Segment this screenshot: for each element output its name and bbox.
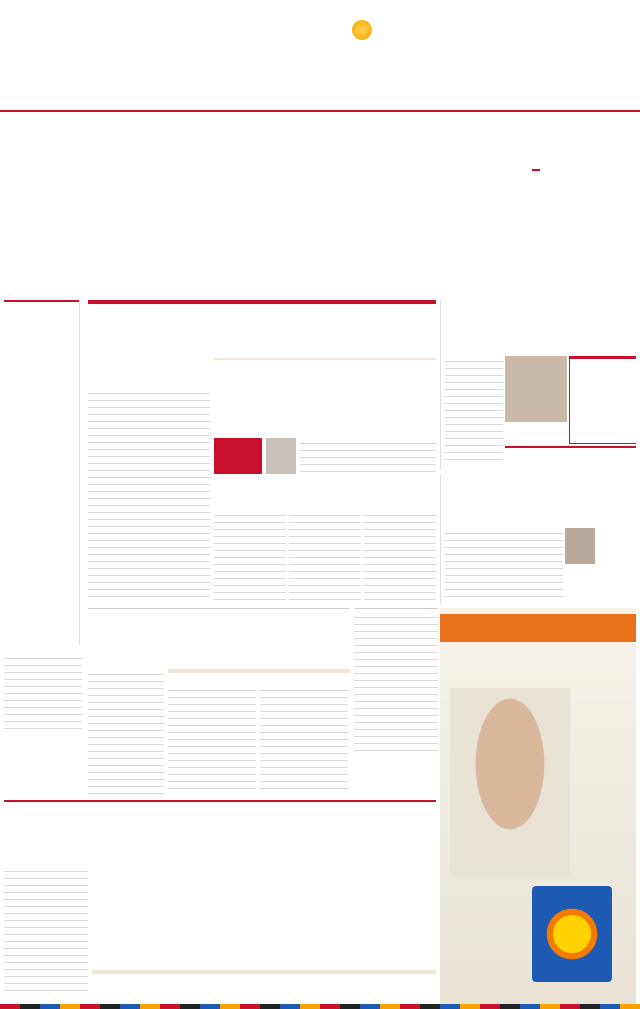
sun-icon — [352, 20, 372, 40]
world-bar-chart — [334, 161, 636, 296]
ad-brand-bar — [440, 614, 636, 642]
bottom-note — [92, 970, 436, 974]
ad-person-image — [450, 688, 570, 878]
brand-logo[interactable] — [122, 2, 352, 82]
explainer-intro — [300, 438, 436, 474]
left-column — [4, 300, 80, 645]
posts-table-box — [569, 356, 636, 444]
side-note — [4, 650, 82, 790]
rahul-body — [445, 528, 563, 602]
bollywood-kicker — [88, 300, 436, 304]
lead-story — [4, 117, 326, 297]
teacher-note — [505, 446, 636, 448]
cag-note — [168, 669, 350, 673]
tide-ad[interactable] — [440, 608, 636, 1004]
ad-pack — [532, 886, 612, 982]
masthead — [0, 0, 640, 112]
mandi-body — [354, 612, 438, 752]
cag-story — [88, 608, 350, 796]
left-column-title — [4, 300, 79, 302]
mandi-story — [354, 608, 438, 796]
special-story — [4, 800, 436, 862]
rahul-story — [440, 474, 636, 604]
footer-bar — [0, 1004, 640, 1009]
bottom-left-body — [4, 866, 88, 996]
explainer-tag — [214, 438, 262, 474]
market-box — [540, 4, 636, 50]
bollywood-tags — [350, 316, 436, 318]
shivraj-photo — [505, 356, 567, 422]
posts-table-title — [570, 357, 636, 359]
explainer-body — [214, 510, 436, 600]
shivraj-body — [445, 356, 503, 464]
cag-body — [88, 669, 164, 794]
side-note-body — [4, 653, 82, 733]
weather-box — [540, 52, 636, 92]
shivraj-story — [440, 300, 636, 470]
rahul-photo — [565, 528, 595, 564]
photo-strip-title — [214, 358, 436, 360]
bollywood-story — [88, 300, 436, 605]
left-note — [6, 6, 118, 86]
bollywood-body — [88, 388, 210, 598]
world-story — [334, 117, 636, 297]
explainer-photo — [266, 438, 296, 474]
world-avg-badge — [532, 169, 540, 171]
cag-body-2 — [168, 685, 350, 794]
